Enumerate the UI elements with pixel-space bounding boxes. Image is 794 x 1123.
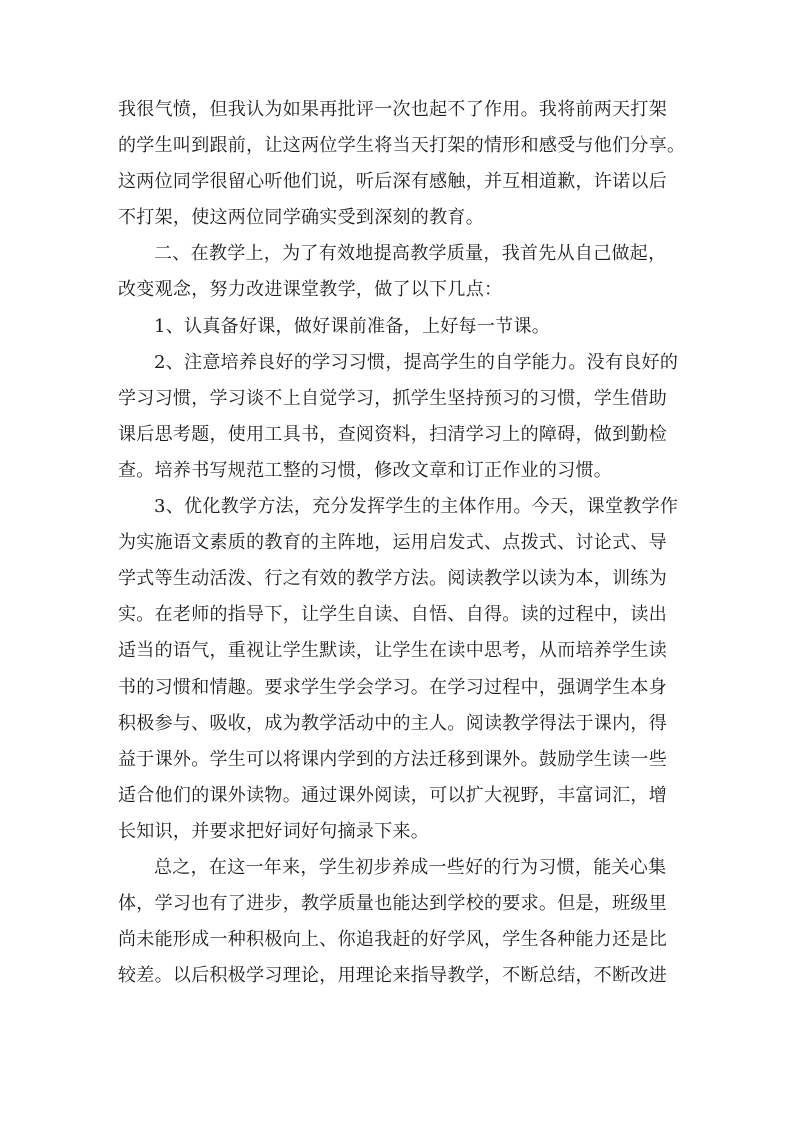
- text-line: 尚未能形成一种积极向上、你追我赶的好学风，学生各种能力还是比: [118, 929, 667, 951]
- text-line: 长知识，并要求把好词好句摘录下来。: [118, 820, 430, 842]
- text-line: 改变观念，努力改进课堂教学，做了以下几点：: [118, 279, 503, 301]
- text-line: 积极参与、吸收，成为教学活动中的主人。阅读教学得法于课内，得: [118, 712, 667, 734]
- text-line: 3、优化教学方法，充分发挥学生的主体作用。今天，课堂教学作: [154, 496, 679, 518]
- text-line: 这两位同学很留心听他们说，听后深有感触，并互相道歉，许诺以后: [118, 171, 667, 193]
- text-line: 1、认真备好课，做好课前准备，上好每一节课。: [154, 315, 551, 337]
- text-line: 实。在老师的指导下，让学生自读、自悟、自得。读的过程中，读出: [118, 604, 667, 626]
- text-line: 书的习惯和情趣。要求学生学会学习。在学习过程中，强调学生本身: [118, 676, 667, 698]
- text-line: 学习习惯，学习谈不上自觉学习，抓学生坚持预习的习惯，学生借助: [118, 387, 667, 409]
- document-body: [118, 92, 686, 994]
- text-line: 学式等生动活泼、行之有效的教学方法。阅读教学以读为本，训练为: [118, 568, 667, 590]
- text-line: 我很气愤，但我认为如果再批评一次也起不了作用。我将前两天打架: [118, 99, 667, 120]
- text-line: 较差。以后积极学习理论，用理论来指导教学，不断总结，不断改进: [118, 965, 667, 987]
- text-line: 总之，在这一年来，学生初步养成一些好的行为习惯，能关心集: [154, 856, 667, 878]
- text-line: 适当的语气，重视让学生默读，让学生在读中思考，从而培养学生读: [118, 640, 667, 662]
- text-line: 2、注意培养良好的学习习惯，提高学生的自学能力。没有良好的: [154, 351, 679, 373]
- text-line: 查。培养书写规范工整的习惯，修改文章和订正作业的习惯。: [118, 459, 613, 481]
- text-line: 二、在教学上，为了有效地提高教学质量，我首先从自己做起，: [154, 243, 667, 265]
- text-line: 课后思考题，使用工具书，查阅资料，扫清学习上的障碍，做到勤检: [118, 423, 667, 445]
- text-line: 体，学习也有了进步，教学质量也能达到学校的要求。但是，班级里: [118, 893, 667, 915]
- text-line: 益于课外。学生可以将课内学到的方法迁移到课外。鼓励学生读一些: [118, 748, 667, 770]
- text-line: 不打架，使这两位同学确实受到深刻的教育。: [118, 207, 484, 229]
- text-line: 的学生叫到跟前，让这两位学生将当天打架的情形和感受与他们分享。: [118, 135, 686, 157]
- text-line: 适合他们的课外读物。通过课外阅读，可以扩大视野，丰富词汇，增: [118, 784, 667, 806]
- text-line: 为实施语文素质的教育的主阵地，运用启发式、点拨式、讨论式、导: [118, 532, 667, 554]
